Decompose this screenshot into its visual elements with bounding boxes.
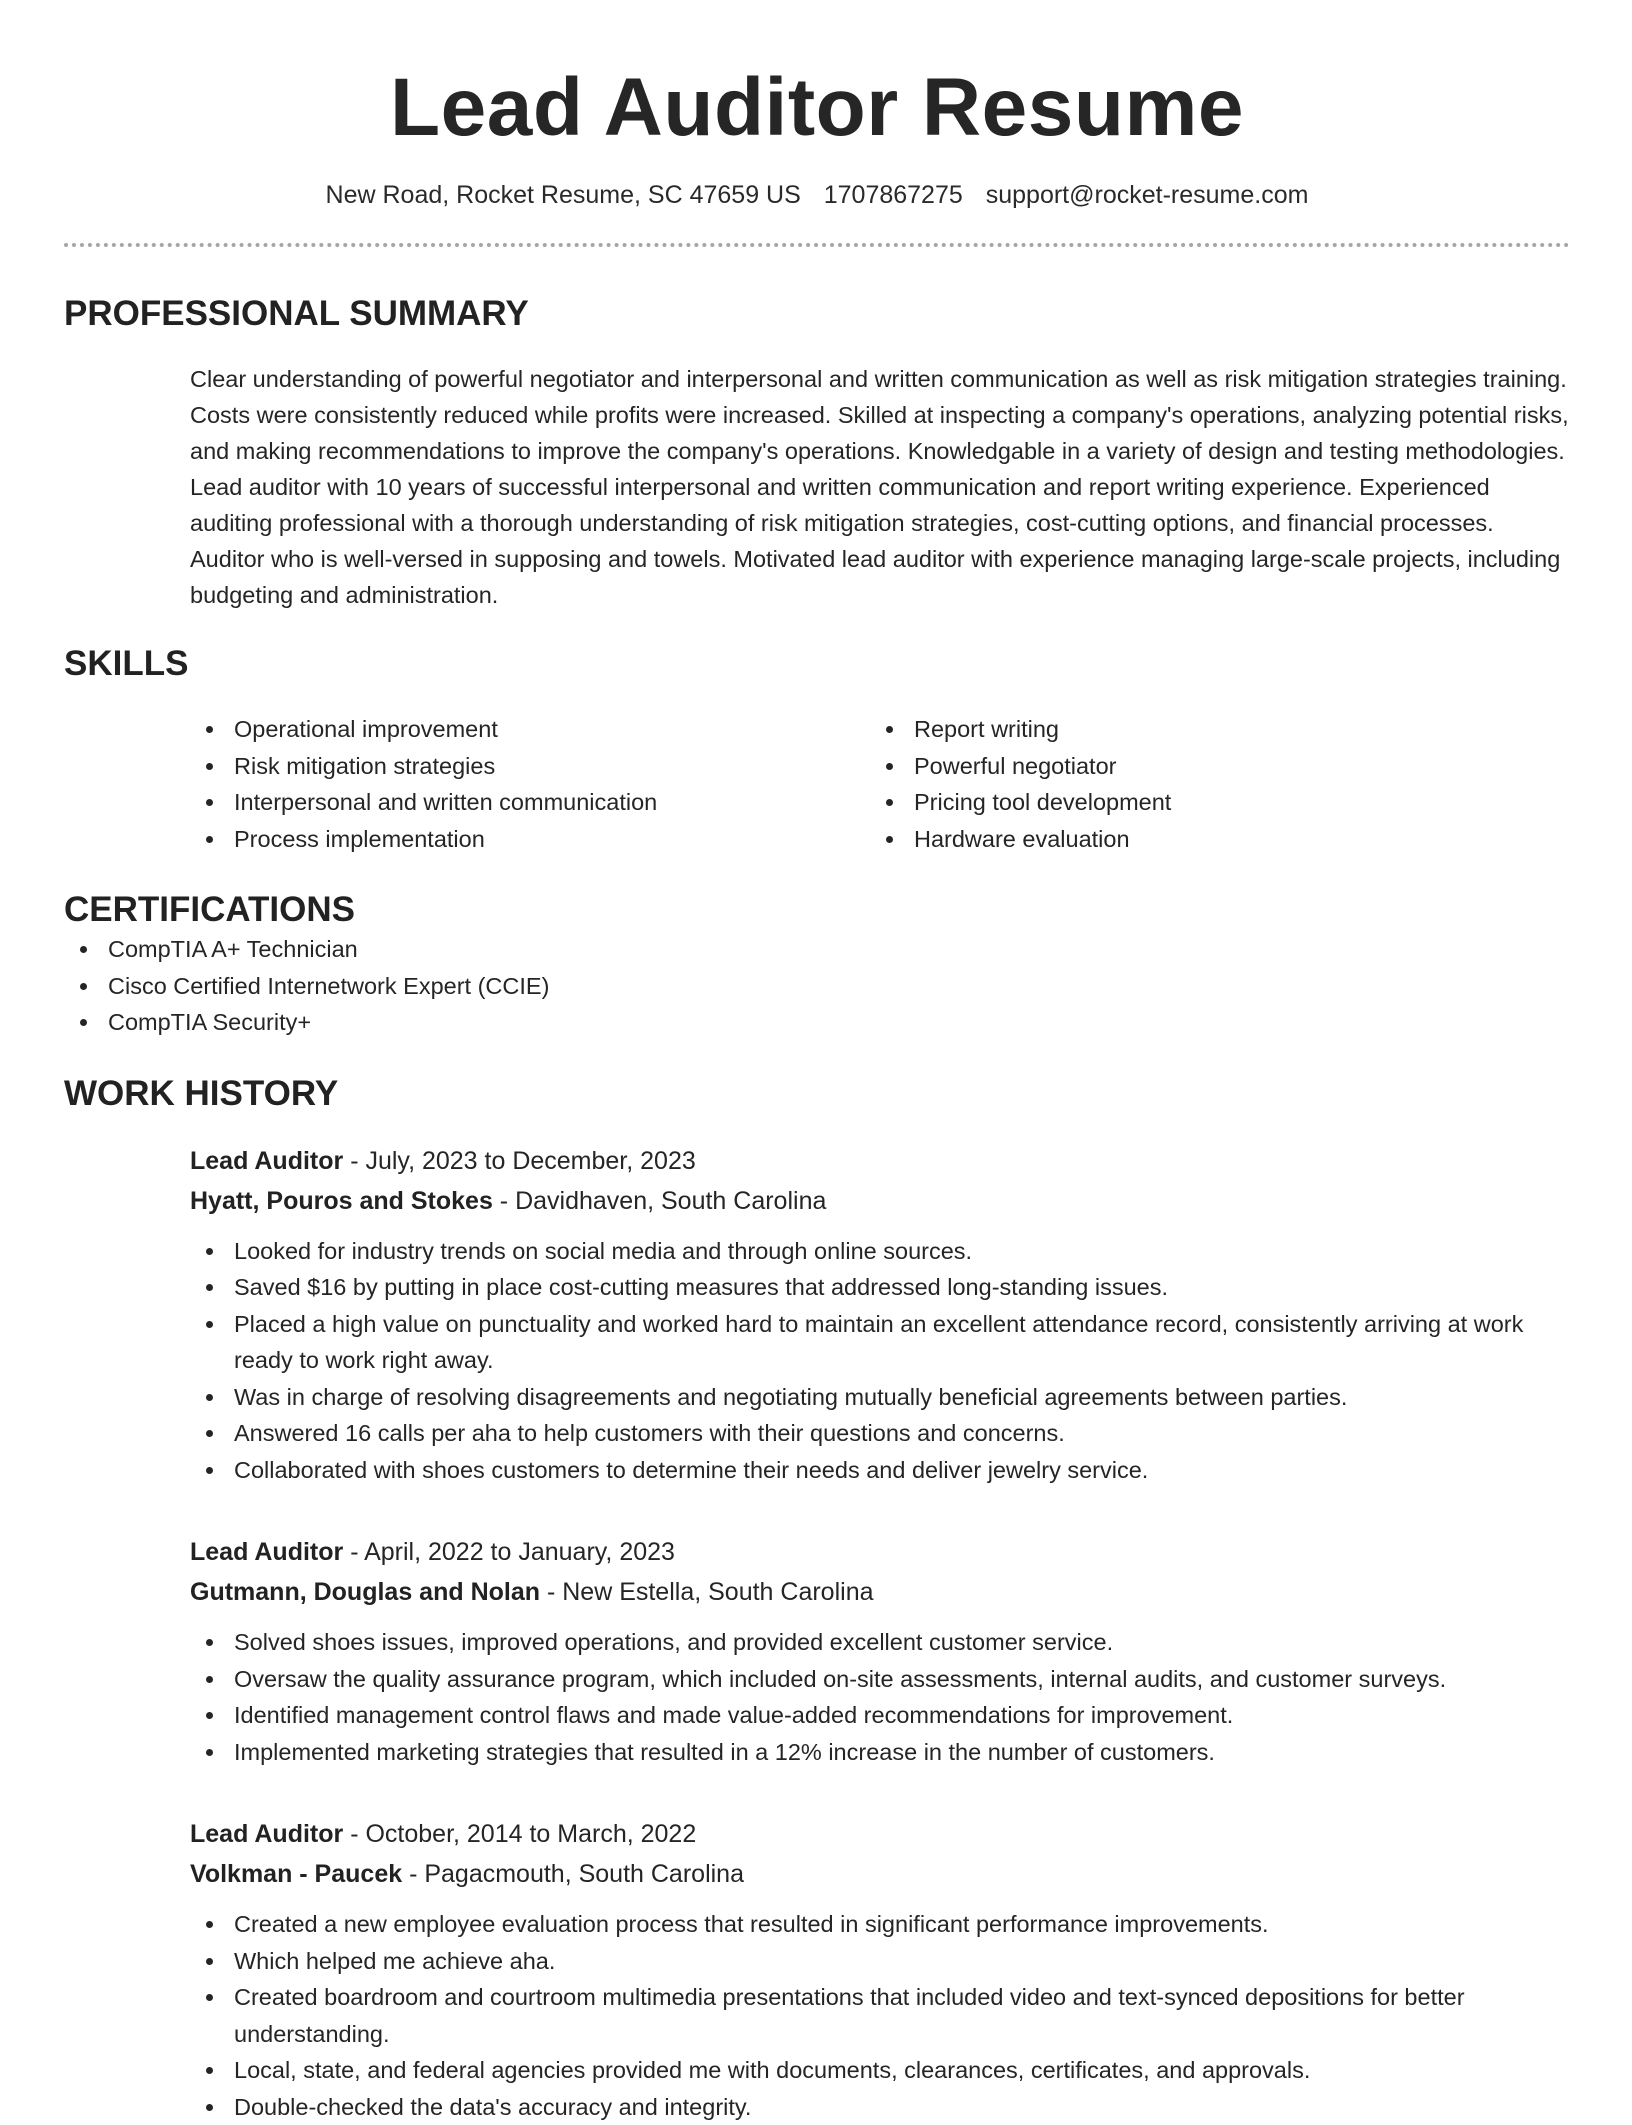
job-entry: [190, 1814, 1570, 2125]
certifications-list: [64, 931, 1570, 1041]
job-duty-item: Looked for industry trends on social media and through online sources.: [190, 1233, 1570, 1270]
job-duty-item: Implemented marketing strategies that resulted in a 12% increase in the number of customers.: [190, 1734, 1570, 1771]
job-location: - Davidhaven, South Carolina: [493, 1187, 827, 1215]
work-history-heading: WORK HISTORY: [64, 1073, 1570, 1115]
certification-item: Cisco Certified Internetwork Expert (CCIE): [64, 968, 1570, 1005]
job-company-line: [190, 1854, 1570, 1894]
job-entry: [190, 1532, 1570, 1770]
job-duty-item: Created boardroom and courtroom multimedia presentations that included video and text-synced depositions for better understanding.: [190, 1979, 1570, 2052]
job-company: Hyatt, Pouros and Stokes: [190, 1187, 493, 1215]
certifications-heading: CERTIFICATIONS: [64, 889, 1570, 931]
skill-item: Pricing tool development: [870, 784, 1550, 821]
skill-item: Risk mitigation strategies: [190, 748, 870, 785]
contact-email: support@rocket-resume.com: [986, 181, 1309, 209]
job-company: Volkman - Paucek: [190, 1860, 402, 1888]
job-duty-item: Answered 16 calls per aha to help customers with their questions and concerns.: [190, 1415, 1570, 1452]
skill-item: Interpersonal and written communication: [190, 784, 870, 821]
job-title-line: [190, 1532, 1570, 1572]
certification-item: CompTIA Security+: [64, 1004, 1570, 1041]
job-location: - Pagacmouth, South Carolina: [402, 1860, 744, 1888]
job-duty-item: Collaborated with shoes customers to determine their needs and deliver jewelry service.: [190, 1452, 1570, 1489]
skills-list-left: [190, 711, 870, 857]
summary-heading: PROFESSIONAL SUMMARY: [64, 293, 1570, 335]
skills-column-left: [190, 711, 870, 857]
skill-item: Report writing: [870, 711, 1550, 748]
job-duty-item: Which helped me achieve aha.: [190, 1943, 1570, 1980]
skills-list-right: [870, 711, 1550, 857]
header-divider: [64, 243, 1570, 247]
job-duty-item: Double-checked the data's accuracy and integrity.: [190, 2089, 1570, 2125]
job-title: Lead Auditor: [190, 1538, 343, 1566]
summary-text: Clear understanding of powerful negotiator and interpersonal and written communication as well as risk mitigation strategies training. Costs were consistently reduced while profits were increased. Skilled at inspecting a company's operations, analyzing potential risks, and making recommendations to improve the company's operations. Knowledgable in a variety of design and testing methodologies. Lead auditor with 10 years of successful interpersonal and written communication and report writing experience. Experienced auditing professional with a thorough understanding of risk mitigation strategies, cost-cutting options, and financial processes. Auditor who is well-versed in supposing and towels. Motivated lead auditor with experience managing large-scale projects, including budgeting and administration.: [190, 361, 1570, 613]
job-company: Gutmann, Douglas and Nolan: [190, 1578, 540, 1606]
skills-section: [64, 643, 1570, 857]
job-duties-list: [190, 1624, 1570, 1770]
contact-line: [64, 178, 1570, 212]
job-title: Lead Auditor: [190, 1147, 343, 1175]
job-company-line: [190, 1181, 1570, 1221]
job-duty-item: Saved $16 by putting in place cost-cutting measures that addressed long-standing issues.: [190, 1269, 1570, 1306]
job-title-line: [190, 1814, 1570, 1854]
work-history-section: [64, 1073, 1570, 2125]
job-duty-item: Local, state, and federal agencies provided me with documents, clearances, certificates, and approvals.: [190, 2052, 1570, 2089]
job-duty-item: Oversaw the quality assurance program, which included on-site assessments, internal audits, and customer surveys.: [190, 1661, 1570, 1698]
job-duty-item: Placed a high value on punctuality and worked hard to maintain an excellent attendance record, consistently arriving at work ready to work right away.: [190, 1306, 1570, 1379]
skills-column-right: [870, 711, 1550, 857]
skills-columns: [190, 711, 1570, 857]
contact-phone: 1707867275: [824, 181, 963, 209]
job-duty-item: Solved shoes issues, improved operations, and provided excellent customer service.: [190, 1624, 1570, 1661]
summary-section: [64, 293, 1570, 613]
contact-address: New Road, Rocket Resume, SC 47659 US: [326, 181, 801, 209]
skill-item: Powerful negotiator: [870, 748, 1550, 785]
job-duty-item: Identified management control flaws and made value-added recommendations for improvement.: [190, 1697, 1570, 1734]
job-title: Lead Auditor: [190, 1820, 343, 1848]
job-dates: - October, 2014 to March, 2022: [343, 1820, 696, 1848]
certification-item: CompTIA A+ Technician: [64, 931, 1570, 968]
job-duties-list: [190, 1906, 1570, 2125]
job-dates: - July, 2023 to December, 2023: [343, 1147, 696, 1175]
job-entry: [190, 1141, 1570, 1489]
resume-title: Lead Auditor Resume: [64, 60, 1570, 156]
skill-item: Hardware evaluation: [870, 821, 1550, 858]
job-location: - New Estella, South Carolina: [540, 1578, 873, 1606]
job-company-line: [190, 1572, 1570, 1612]
resume-page: [64, 0, 1570, 2125]
certifications-section: [64, 889, 1570, 1041]
job-dates: - April, 2022 to January, 2023: [343, 1538, 675, 1566]
skill-item: Operational improvement: [190, 711, 870, 748]
skills-heading: SKILLS: [64, 643, 1570, 685]
skill-item: Process implementation: [190, 821, 870, 858]
job-duties-list: [190, 1233, 1570, 1489]
job-duty-item: Was in charge of resolving disagreements and negotiating mutually beneficial agreements between parties.: [190, 1379, 1570, 1416]
job-duty-item: Created a new employee evaluation process that resulted in significant performance improvements.: [190, 1906, 1570, 1943]
job-title-line: [190, 1141, 1570, 1181]
